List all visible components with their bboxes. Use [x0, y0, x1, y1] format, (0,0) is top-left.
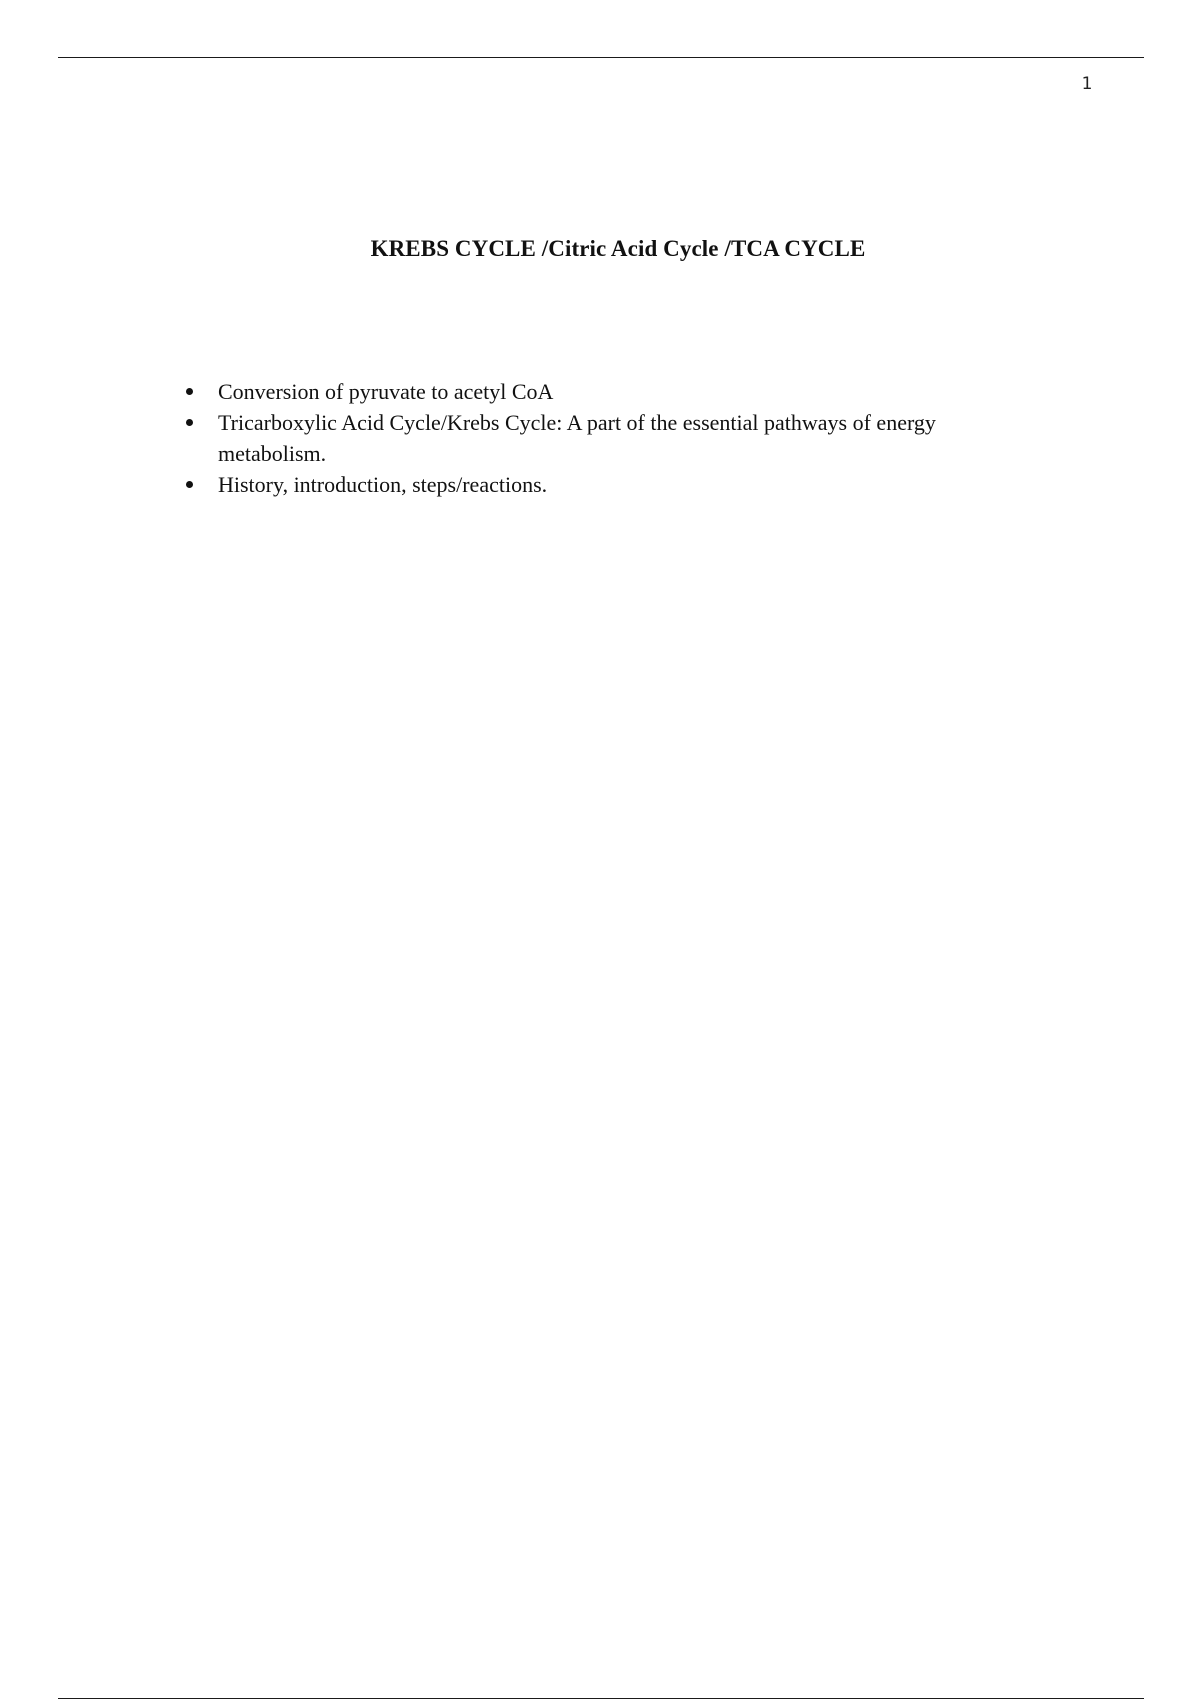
list-item: [180, 407, 1040, 469]
bullet-icon: [186, 481, 193, 488]
list-item: [180, 376, 1040, 407]
list-item-text: Conversion of pyruvate to acetyl CoA: [218, 379, 554, 404]
bullet-list: [180, 376, 1040, 500]
list-item-text: History, introduction, steps/reactions.: [218, 472, 548, 497]
list-item: [180, 469, 1040, 500]
header-rule: [58, 57, 1144, 58]
footer-rule: [58, 1698, 1144, 1699]
page-number: 1: [1081, 74, 1093, 94]
document-title: KREBS CYCLE /Citric Acid Cycle /TCA CYCLE: [370, 236, 866, 261]
bullet-icon: [186, 419, 193, 426]
list-item-text: Tricarboxylic Acid Cycle/Krebs Cycle: A part of the essential pathways of energy metabolism.: [218, 410, 936, 466]
bullet-icon: [186, 388, 193, 395]
